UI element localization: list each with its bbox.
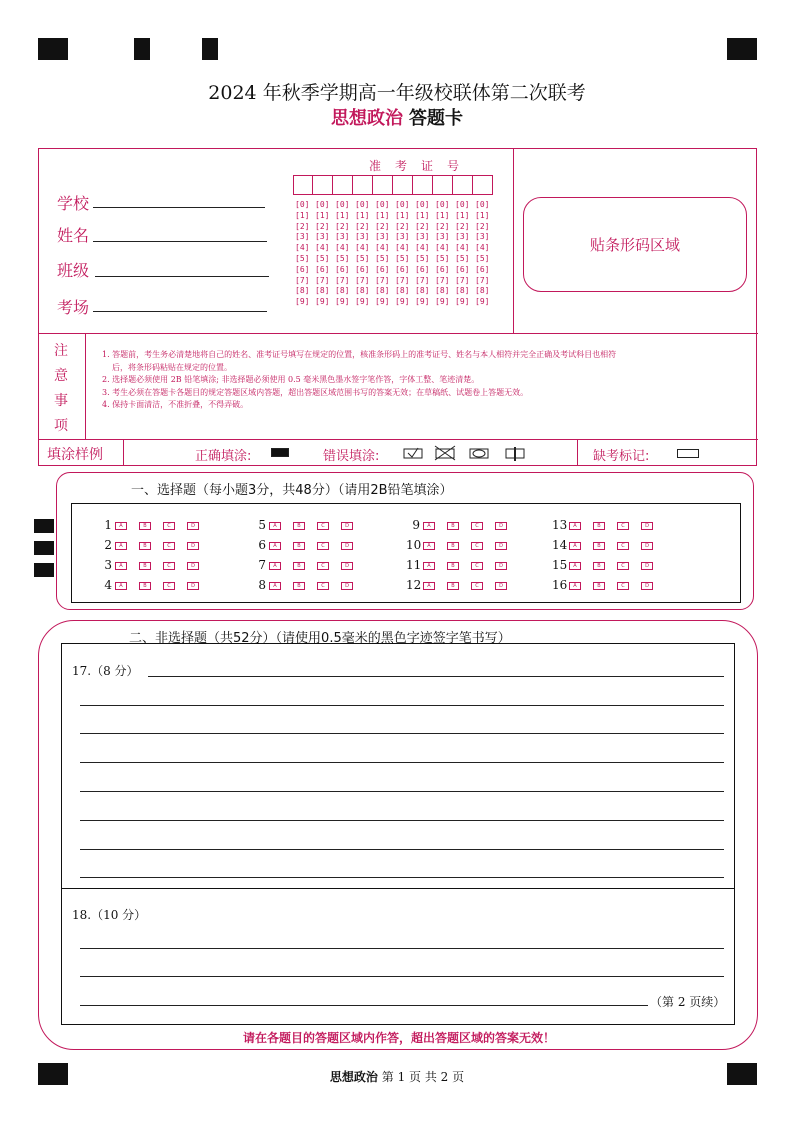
registration-mark [727,38,757,60]
mc-question [552,538,665,552]
question-number: 8 [258,578,266,592]
question-number: 14 [552,538,568,552]
mc-question [98,518,211,532]
option-bubble[interactable]: D [187,522,199,530]
option-bubble[interactable]: C [163,562,175,570]
digit-bubble[interactable]: [6] [475,264,490,274]
digit-bubble[interactable]: [0] [375,200,390,209]
room-field[interactable] [93,311,267,312]
digit-bubble[interactable]: [7] [375,275,390,285]
ticket-digit-grid[interactable] [295,200,495,308]
option-bubble[interactable]: D [341,522,353,530]
digit-bubble[interactable]: [0] [295,200,310,209]
option-bubble[interactable]: C [471,522,483,530]
digit-bubble[interactable]: [1] [315,210,330,220]
ticket-number-boxes[interactable] [293,175,493,195]
digit-bubble[interactable]: [3] [435,232,450,242]
multiple-choice-section [56,472,754,610]
digit-bubble[interactable]: [3] [375,232,390,242]
option-bubble[interactable]: A [423,542,435,550]
option-bubble[interactable]: A [423,582,435,590]
digit-bubble[interactable]: [4] [415,243,430,253]
digit-bubble[interactable]: [9] [315,297,330,307]
mc-question [552,558,665,572]
digit-bubble[interactable]: [2] [375,221,390,231]
name-field[interactable] [93,241,267,242]
digit-bubble[interactable]: [0] [455,200,470,209]
digit-bubble[interactable]: [3] [295,232,310,242]
digit-bubble[interactable]: [8] [395,286,410,296]
digit-bubble[interactable]: [4] [315,243,330,253]
question-number: 12 [406,578,422,592]
digit-bubble[interactable]: [6] [455,264,470,274]
option-bubble[interactable]: A [569,562,581,570]
digit-bubble[interactable]: [1] [435,210,450,220]
subject-name: 思想政治 [331,108,403,129]
option-bubble[interactable]: B [139,582,151,590]
digit-bubble[interactable]: [4] [435,243,450,253]
mc-question [552,578,665,592]
option-bubble[interactable]: C [317,562,329,570]
digit-bubble[interactable]: [1] [335,210,350,220]
question-number: 2 [104,538,112,552]
answer-area[interactable] [61,643,735,1025]
option-bubble[interactable]: B [139,522,151,530]
digit-bubble[interactable]: [8] [375,286,390,296]
correct-fill-mark [271,448,289,457]
digit-bubble[interactable]: [0] [415,200,430,209]
option-bubble[interactable]: C [317,522,329,530]
digit-bubble[interactable]: [5] [395,253,410,263]
digit-bubble[interactable]: [9] [375,297,390,307]
option-bubble[interactable]: A [569,582,581,590]
question-number: 11 [406,558,422,572]
digit-bubble[interactable]: [5] [455,253,470,263]
info-panel [38,148,757,466]
digit-bubble[interactable]: [3] [395,232,410,242]
digit-bubble[interactable]: [4] [475,243,490,253]
digit-bubble[interactable]: [8] [455,286,470,296]
digit-bubble[interactable]: [5] [375,253,390,263]
digit-bubble[interactable]: [2] [315,221,330,231]
question-number: 1 [104,518,112,532]
q18-label: 18.（10 分） [72,908,147,922]
option-bubble[interactable]: A [423,562,435,570]
option-bubble[interactable]: B [593,562,605,570]
mc-question [552,518,665,532]
mc-question [406,518,519,532]
digit-bubble[interactable]: [7] [295,275,310,285]
digit-bubble[interactable]: [1] [375,210,390,220]
option-bubble[interactable]: C [617,562,629,570]
answer-area-warning: 请在各题目的答题区域内作答，超出答题区域的答案无效！ [242,1031,555,1045]
digit-bubble[interactable]: [2] [335,221,350,231]
section2-title: 二、非选择题（共52分）（请使用0.5毫米的黑色字迹签字笔书写） [129,631,511,646]
digit-row [295,276,495,287]
multiple-choice-grid [71,503,741,603]
option-bubble[interactable]: D [495,582,507,590]
option-bubble[interactable]: C [471,562,483,570]
correct-fill-label: 正确填涂: [195,449,252,464]
digit-bubble[interactable]: [9] [415,297,430,307]
absent-mark-label: 缺考标记: [593,449,650,464]
notice-heading: 注 意 事 项 [54,343,68,434]
registration-mark [38,38,68,60]
digit-bubble[interactable]: [3] [455,232,470,242]
option-bubble[interactable]: B [593,582,605,590]
digit-bubble[interactable]: [3] [415,232,430,242]
option-bubble[interactable]: A [115,582,127,590]
digit-bubble[interactable]: [3] [335,232,350,242]
timing-mark [34,519,54,533]
option-bubble[interactable]: A [115,562,127,570]
option-bubble[interactable]: B [293,582,305,590]
option-bubble[interactable]: D [341,562,353,570]
digit-bubble[interactable]: [1] [455,210,470,220]
digit-bubble[interactable]: [2] [475,221,490,231]
question-number: 4 [104,578,112,592]
question-number: 10 [406,538,422,552]
question-number: 7 [258,558,266,572]
section1-title: 一、选择题（每小题3分，共48分）（请用2B铅笔填涂） [131,483,453,498]
question-number: 15 [552,558,568,572]
mc-question [406,558,519,572]
option-bubble[interactable]: A [115,542,127,550]
option-bubble[interactable]: C [317,582,329,590]
digit-bubble[interactable]: [1] [295,210,310,220]
option-bubble[interactable]: D [187,582,199,590]
digit-row [295,232,495,243]
option-bubble[interactable]: D [341,542,353,550]
school-label: 学校 [57,194,90,213]
mc-question [252,578,365,592]
digit-bubble[interactable]: [6] [415,264,430,274]
question-number: 13 [552,518,568,532]
mc-question [252,518,365,532]
digit-bubble[interactable]: [8] [435,286,450,296]
card-label: 答题卡 [409,108,463,129]
digit-bubble[interactable]: [0] [395,200,410,209]
option-bubble[interactable]: B [293,522,305,530]
digit-bubble[interactable]: [5] [355,253,370,263]
mc-question [98,538,211,552]
name-label: 姓名 [57,226,90,245]
digit-bubble[interactable]: [1] [475,210,490,220]
digit-bubble[interactable]: [9] [475,297,490,307]
barcode-area [523,197,747,292]
option-bubble[interactable]: B [293,542,305,550]
digit-row [295,286,495,297]
digit-bubble[interactable]: [1] [395,210,410,220]
mc-question [98,558,211,572]
notice-item: 1. 答题前，考生务必清楚地将自己的姓名、准考证号填写在规定的位置，核准条形码上的准考证号、姓名与本人相符并完全正确及考试科目也相符 [102,350,617,359]
registration-mark [202,38,218,60]
digit-bubble[interactable]: [4] [355,243,370,253]
option-bubble[interactable]: D [641,562,653,570]
digit-bubble[interactable]: [0] [435,200,450,209]
option-bubble[interactable]: A [269,522,281,530]
digit-bubble[interactable]: [4] [375,243,390,253]
digit-bubble[interactable]: [9] [355,297,370,307]
digit-bubble[interactable]: [7] [395,275,410,285]
option-bubble[interactable]: A [569,542,581,550]
registration-mark [134,38,150,60]
digit-bubble[interactable]: [8] [355,286,370,296]
digit-row [295,297,495,308]
digit-row [295,222,495,233]
mc-question [252,538,365,552]
digit-bubble[interactable]: [7] [455,275,470,285]
option-bubble[interactable]: D [641,542,653,550]
room-label: 考场 [57,298,90,317]
digit-bubble[interactable]: [7] [435,275,450,285]
option-bubble[interactable]: D [495,542,507,550]
wrong-fill-marks [403,445,533,461]
option-bubble[interactable]: A [569,522,581,530]
option-bubble[interactable]: A [115,522,127,530]
digit-bubble[interactable]: [2] [395,221,410,231]
option-bubble[interactable]: D [641,522,653,530]
footer-subject: 思想政治 [329,1070,378,1084]
digit-bubble[interactable]: [9] [295,297,310,307]
digit-bubble[interactable]: [0] [355,200,370,209]
digit-row [295,243,495,254]
digit-bubble[interactable]: [3] [315,232,330,242]
digit-bubble[interactable]: [7] [335,275,350,285]
digit-bubble[interactable]: [6] [315,264,330,274]
page-footer [0,1068,794,1085]
option-bubble[interactable]: D [641,582,653,590]
digit-bubble[interactable]: [5] [475,253,490,263]
digit-bubble[interactable]: [9] [335,297,350,307]
ticket-title: 准考证号 [369,159,474,173]
notice-text [102,349,742,412]
exam-title: 2024 年秋季学期高一年级校联体第二次联考 [208,82,586,104]
digit-bubble[interactable]: [7] [415,275,430,285]
option-bubble[interactable]: B [447,582,459,590]
option-bubble[interactable]: A [423,522,435,530]
digit-row [295,254,495,265]
option-bubble[interactable]: C [163,522,175,530]
notice-item: 后，将条形码粘贴在规定的位置。 [112,362,232,372]
mc-question [406,578,519,592]
digit-bubble[interactable]: [2] [435,221,450,231]
class-field[interactable] [95,276,269,277]
option-bubble[interactable]: C [617,582,629,590]
option-bubble[interactable]: A [269,562,281,570]
option-bubble[interactable]: C [617,542,629,550]
option-bubble[interactable]: D [187,562,199,570]
fill-example-row [39,439,758,466]
digit-bubble[interactable]: [3] [355,232,370,242]
option-bubble[interactable]: C [163,542,175,550]
mc-question [406,538,519,552]
digit-bubble[interactable]: [5] [435,253,450,263]
option-bubble[interactable]: C [617,522,629,530]
digit-bubble[interactable]: [9] [455,297,470,307]
digit-bubble[interactable]: [0] [315,200,330,209]
option-bubble[interactable]: B [447,542,459,550]
timing-mark [34,541,54,555]
footer-page: 第 1 页 共 2 页 [381,1070,465,1084]
digit-bubble[interactable]: [8] [475,286,490,296]
option-bubble[interactable]: D [495,562,507,570]
digit-bubble[interactable]: [2] [355,221,370,231]
class-label: 班级 [57,261,90,280]
option-bubble[interactable]: C [317,542,329,550]
digit-bubble[interactable]: [6] [295,264,310,274]
digit-bubble[interactable]: [8] [335,286,350,296]
option-bubble[interactable]: D [495,522,507,530]
digit-bubble[interactable]: [4] [335,243,350,253]
digit-bubble[interactable]: [9] [435,297,450,307]
wrong-fill-label: 错误填涂: [323,449,380,464]
option-bubble[interactable]: C [471,582,483,590]
digit-bubble[interactable]: [0] [335,200,350,209]
question-number: 9 [412,518,420,532]
absent-mark-box[interactable] [677,449,699,458]
question-number: 6 [258,538,266,552]
digit-row [295,265,495,276]
option-bubble[interactable]: B [447,522,459,530]
card-title [0,104,794,130]
digit-bubble[interactable]: [7] [315,275,330,285]
digit-bubble[interactable]: [4] [295,243,310,253]
digit-bubble[interactable]: [6] [375,264,390,274]
option-bubble[interactable]: B [139,542,151,550]
digit-bubble[interactable]: [8] [415,286,430,296]
digit-bubble[interactable]: [1] [415,210,430,220]
question-number: 3 [104,558,112,572]
option-bubble[interactable]: C [471,542,483,550]
digit-bubble[interactable]: [6] [335,264,350,274]
digit-bubble[interactable]: [5] [335,253,350,263]
digit-bubble[interactable]: [6] [355,264,370,274]
option-bubble[interactable]: B [593,542,605,550]
digit-bubble[interactable]: [5] [295,253,310,263]
digit-bubble[interactable]: [8] [315,286,330,296]
continue-note: （第 2 页续） [650,995,726,1009]
option-bubble[interactable]: B [139,562,151,570]
option-bubble[interactable]: B [593,522,605,530]
digit-bubble[interactable]: [3] [475,232,490,242]
digit-bubble[interactable]: [7] [355,275,370,285]
option-bubble[interactable]: D [341,582,353,590]
mc-question [98,578,211,592]
digit-bubble[interactable]: [2] [415,221,430,231]
digit-bubble[interactable]: [6] [435,264,450,274]
option-bubble[interactable]: A [269,582,281,590]
digit-bubble[interactable]: [7] [475,275,490,285]
digit-bubble[interactable]: [4] [455,243,470,253]
fill-example-label: 填涂样例 [47,447,103,463]
digit-bubble[interactable]: [5] [415,253,430,263]
q17-label: 17.（8 分） [72,664,139,678]
mc-question [252,558,365,572]
option-bubble[interactable]: C [163,582,175,590]
barcode-label: 贴条形码区域 [589,236,680,254]
digit-bubble[interactable]: [6] [395,264,410,274]
notice-item: 3. 考生必须在答题卡各题目的规定答题区域内答题，超出答题区域范围书写的答案无效；在草稿纸、试题卷上答题无效。 [102,387,529,397]
digit-row [295,211,495,222]
question-number: 16 [552,578,568,592]
digit-bubble[interactable]: [8] [295,286,310,296]
option-bubble[interactable]: A [269,542,281,550]
timing-mark [34,563,54,577]
free-response-section [38,620,758,1050]
digit-bubble[interactable]: [5] [315,253,330,263]
notice-item: 2. 选择题必须使用 2B 铅笔填涂; 非选择题必须使用 0.5 毫米黑色墨水签字笔作答，字体工整、笔迹清楚。 [102,375,480,384]
digit-bubble[interactable]: [2] [455,221,470,231]
digit-row [295,200,495,211]
option-bubble[interactable]: D [187,542,199,550]
notice-item: 4. 保持卡面清洁，不准折叠，不得弄破。 [102,400,249,409]
digit-bubble[interactable]: [1] [355,210,370,220]
question-number: 5 [258,518,266,532]
school-field[interactable] [93,207,265,208]
digit-bubble[interactable]: [2] [295,221,310,231]
digit-bubble[interactable]: [9] [395,297,410,307]
digit-bubble[interactable]: [0] [475,200,490,209]
option-bubble[interactable]: B [447,562,459,570]
option-bubble[interactable]: B [293,562,305,570]
digit-bubble[interactable]: [4] [395,243,410,253]
